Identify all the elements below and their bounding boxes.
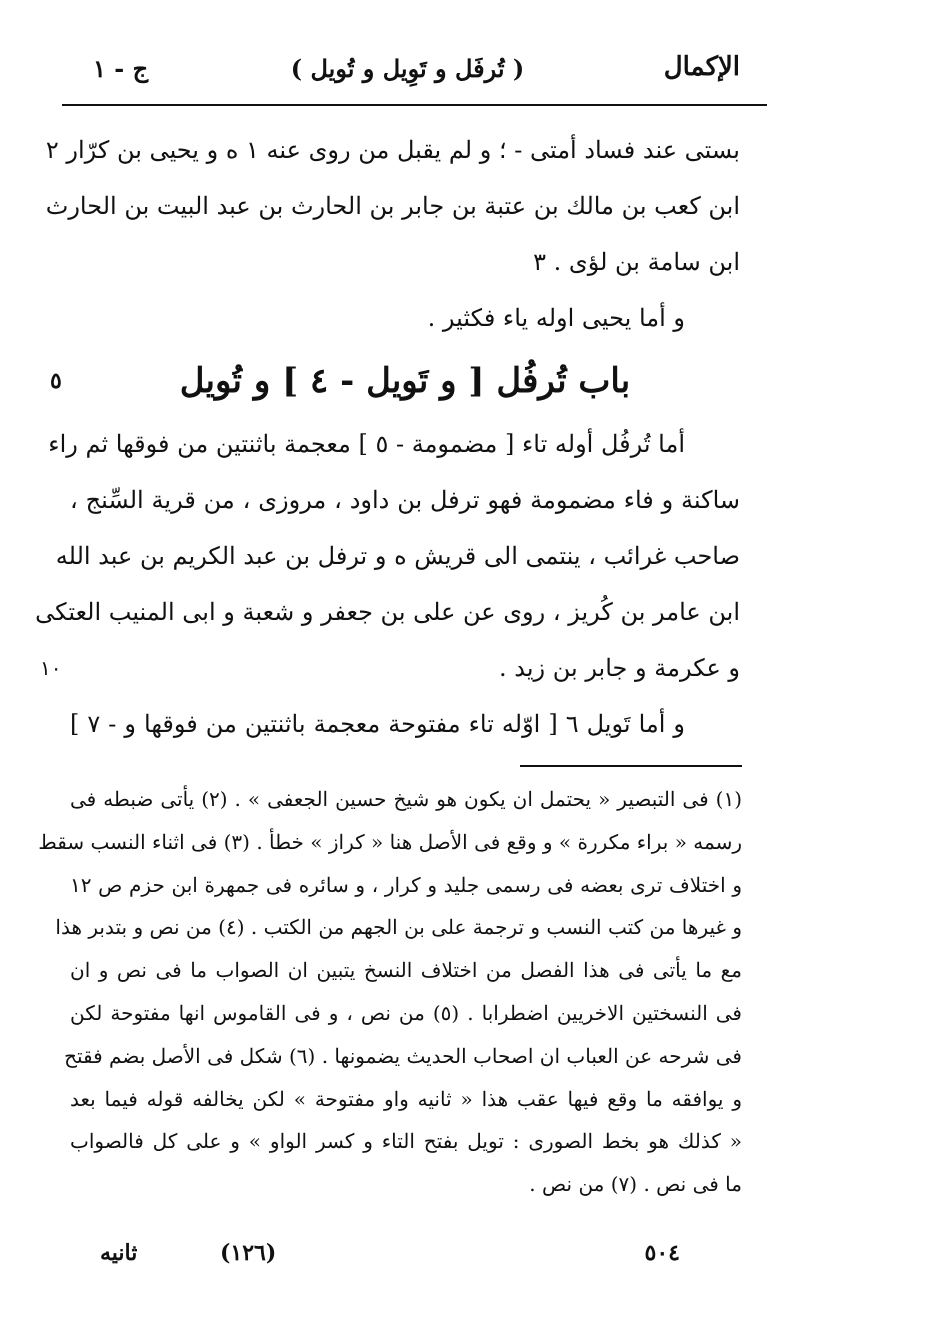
para-line-3: صاحب غرائب ، ينتمى الى قريش ه و ترفل بن عبد الكريم بن عبد الله [55, 542, 740, 570]
signature-mark: ثانيه [100, 1240, 138, 1266]
chapter-title: ( تُرفَل و تَوِيل و تُويل ) [290, 54, 525, 83]
footnote-line-3: و اختلاف ترى بعضه فى رسمى جليد و كرار ، و سائره فى جمهرة ابن حزم ص ١٢ [70, 872, 742, 897]
line-number-10: ١٠ [40, 656, 62, 680]
footnote-line-2: رسمه « براء مكررة » و وقع فى الأصل هنا « كراز » خطأ . (٣) فى اثناء النسب سقط [38, 829, 742, 854]
text-line-2: ابن كعب بن مالك بن عتبة بن جابر بن الحارث بن عبد البيت بن الحارث [45, 192, 740, 220]
footnote-line-1: (١) فى التبصير « يحتمل ان يكون هو شيخ حسين الجعفى » . (٢) يأتى ضبطه فى [70, 787, 742, 811]
text-line-3: ابن سامة بن لؤى . ٣ [533, 248, 740, 276]
para-line-4: ابن عامر بن كُريز ، روى عن على بن جعفر و شعبة و ابى المنيب العتكى [35, 598, 740, 626]
page-header [75, 48, 740, 98]
main-text [35, 122, 740, 752]
text-line-1: بستى عند فساد أمتى - ؛ و لم يقبل من روى عنه ١ ه و يحيى بن كرّار ٢ [45, 136, 740, 164]
para-line-1: أما تُرفُل أوله تاء [ مضمومة - ٥ ] معجمة باثنتين من فوقها ثم راء [48, 430, 685, 458]
para-line-5 [40, 640, 740, 696]
volume-label: ج - ١ [93, 54, 149, 83]
footnote-separator [520, 765, 742, 767]
line-number-5: ٥ [50, 368, 62, 394]
footnote-line-8: و يوافقه ما وقع فيها عقب هذا « ثانيه واو مفتوحة » لكن يخالفه قوله فيما بعد [70, 1086, 742, 1111]
folio-number: ٥٠٤ [644, 1240, 680, 1266]
section-heading-text: باب تُرفُل [ و تَويل - ٤ ] و تُويل [179, 361, 631, 401]
text-line-last: و أما تَويل ٦ [ اوّله تاء مفتوحة معجمة باثنتين من فوقها و - ٧ ] [70, 710, 686, 738]
para-line-2: ساكنة و فاء مضمومة فهو ترفل بن داود ، مروزى ، من قرية السِّنج ، [70, 486, 740, 514]
page-footer [100, 1240, 680, 1280]
book-title: الإكمال [663, 52, 740, 82]
section-heading [50, 346, 740, 416]
footnote-line-10: ما فى نص . (٧) من نص . [529, 1172, 742, 1197]
footnote-line-5: مع ما يأتى فى هذا الفصل من اختلاف النسخ يتبين ان الصواب ما فى نص و ان [70, 958, 742, 983]
footnote-line-7: فى شرحه عن العباب ان اصحاب الحديث يضمونها . (٦) شكل فى الأصل بضم فقتح [64, 1043, 742, 1068]
footnote-line-4: و غيرها من كتب النسب و ترجمة على بن الجهم من الكتب . (٤) من نص و بتدبر هذا [55, 915, 742, 940]
header-rule [62, 104, 767, 106]
footnotes [38, 778, 742, 1206]
text-line-4: و أما يحيى اوله ياء فكثير . [427, 304, 685, 332]
footnote-line-6: فى النسختين الاخريين اضطرابا . (٥) من نص ، و فى القاموس انها مفتوحة لكن [70, 1000, 742, 1025]
page-number: (١٢٦) [220, 1240, 277, 1266]
para-line-5-text: و عكرمة و جابر بن زيد . [498, 654, 740, 682]
footnote-line-9: « كذلك هو بخط الصورى : تويل بفتح التاء و كسر الواو » و على كل فالصواب [70, 1129, 742, 1154]
